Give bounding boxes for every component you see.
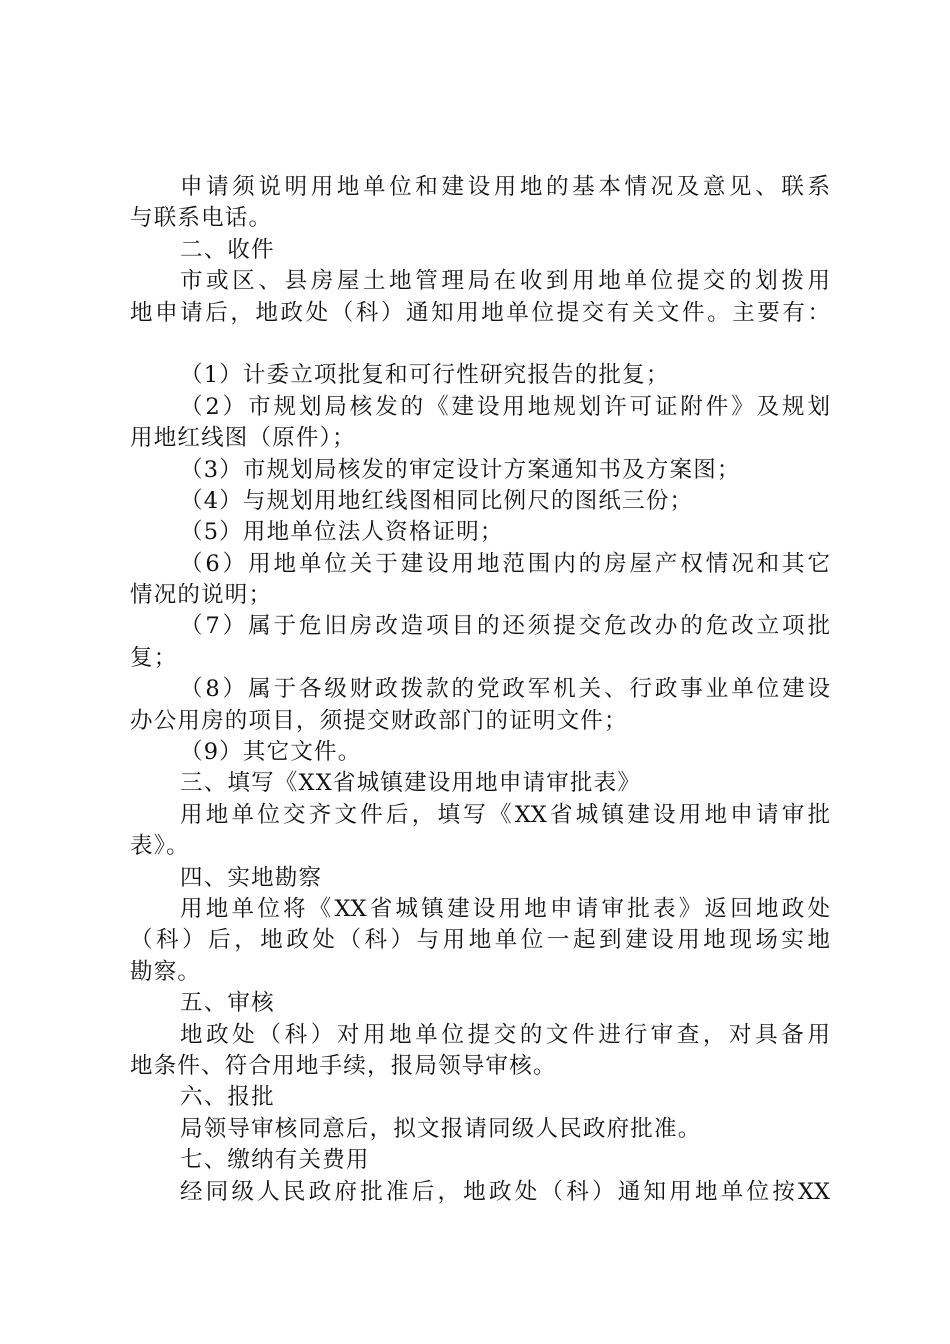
paragraph-line: 四、实地勘察 — [180, 864, 323, 891]
paragraph-line: 用地单位将《XX省城镇建设用地申请审批表》返回地政处 — [180, 895, 830, 922]
paragraph-line: （4）与规划用地红线图相同比例尺的图纸三份； — [180, 487, 694, 514]
blank-line — [130, 329, 830, 360]
paragraph-line: （2）市规划局核发的《建设用地规划许可证附件》及规划 — [180, 393, 830, 420]
paragraph-line: 用地红线图（原件）； — [130, 425, 356, 452]
document-body — [130, 172, 830, 1208]
paragraph-line: 表》。 — [130, 833, 190, 860]
paragraph-line: （科）后，地政处（科）与用地单位一起到建设用地现场实地 — [130, 927, 830, 954]
paragraph-line: 二、收件 — [180, 236, 275, 263]
paragraph-line: （5）用地单位法人资格证明； — [180, 519, 504, 546]
paragraph-line: 地条件、符合用地手续，报局领导审核。 — [130, 1052, 557, 1079]
paragraph-line: 六、报批 — [180, 1084, 275, 1111]
paragraph-line: （3）市规划局核发的审定设计方案通知书及方案图； — [180, 456, 741, 483]
paragraph-line: 七、缴纳有关费用 — [180, 1147, 370, 1174]
paragraph-line: 与联系电话。 — [130, 205, 273, 232]
paragraph-line: 复； — [130, 644, 178, 671]
paragraph-line: 三、填写《XX省城镇建设用地申请审批表》 — [180, 770, 642, 797]
paragraph-line: （6）用地单位关于建设用地范围内的房屋产权情况和其它 — [180, 550, 830, 577]
paragraph-line: 地申请后，地政处（科）通知用地单位提交有关文件。主要有： — [130, 299, 830, 326]
paragraph-line: （7）属于危旧房改造项目的还须提交危改办的危改立项批 — [180, 613, 830, 640]
paragraph-line: 五、审核 — [180, 990, 275, 1017]
paragraph-line: （1）计委立项批复和可行性研究报告的批复； — [180, 362, 670, 389]
paragraph-line: 局领导审核同意后，拟文报请同级人民政府批准。 — [180, 1115, 702, 1142]
paragraph-line: 申请须说明用地单位和建设用地的基本情况及意见、联系 — [180, 174, 830, 200]
paragraph-line: 用地单位交齐文件后，填写《XX省城镇建设用地申请审批 — [180, 801, 830, 828]
paragraph-line: 地政处（科）对用地单位提交的文件进行审查，对具备用 — [180, 1021, 830, 1048]
paragraph-line: 情况的说明； — [130, 582, 273, 609]
paragraph-line: （8）属于各级财政拨款的党政军机关、行政事业单位建设 — [180, 676, 830, 703]
paragraph-line: 经同级人民政府批准后，地政处（科）通知用地单位按XX — [180, 1178, 830, 1205]
paragraph-line: 市或区、县房屋土地管理局在收到用地单位提交的划拨用 — [180, 268, 830, 295]
paragraph-line: （9）其它文件。 — [180, 739, 362, 766]
paragraph-line: 勘察。 — [130, 958, 202, 985]
paragraph-line: 办公用房的项目，须提交财政部门的证明文件； — [130, 707, 628, 734]
